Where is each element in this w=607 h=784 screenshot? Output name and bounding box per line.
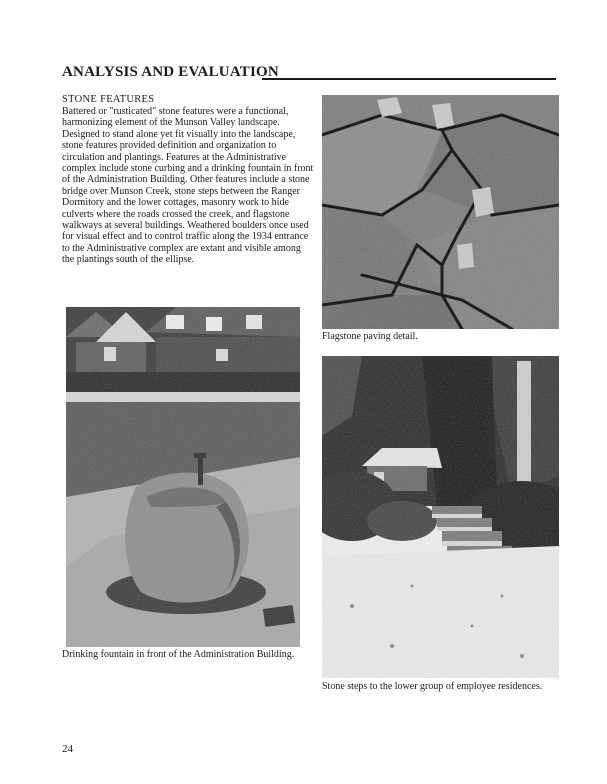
section-title: STONE FEATURES xyxy=(62,94,155,105)
heading-rule xyxy=(262,78,556,80)
body-paragraph: Battered or "rusticated" stone features were a functional, harmonizing element of the Munson Valley landscape. Designed to stand alone yet fit visually into the landscape, stone features provided definition and organization to circulation and plantings. Features at the Administrative complex include stone curbing and a drinking fountain in front of the Administration Building. Other features include a stone bridge over Munson Creek, stone steps between the Ranger Dormitory and the lower cottages, masonry work to hide culverts where the roads crossed the creek, and flagstone walkways at several buildings. Weathered boulders once used for visual effect and to control traffic along the 1934 entrance to the Administrative complex are extant and visible among the plantings south of the ellipse. xyxy=(62,106,314,266)
page-number: 24 xyxy=(62,743,73,755)
fountain-caption: Drinking fountain in front of the Administration Building. xyxy=(62,649,295,660)
flagstone-caption: Flagstone paving detail. xyxy=(322,331,418,342)
steps-photo xyxy=(322,356,559,678)
flagstone-photo xyxy=(322,95,559,329)
page-heading: ANALYSIS AND EVALUATION xyxy=(62,64,279,80)
steps-caption: Stone steps to the lower group of employee residences. xyxy=(322,681,543,692)
fountain-photo xyxy=(66,307,300,647)
